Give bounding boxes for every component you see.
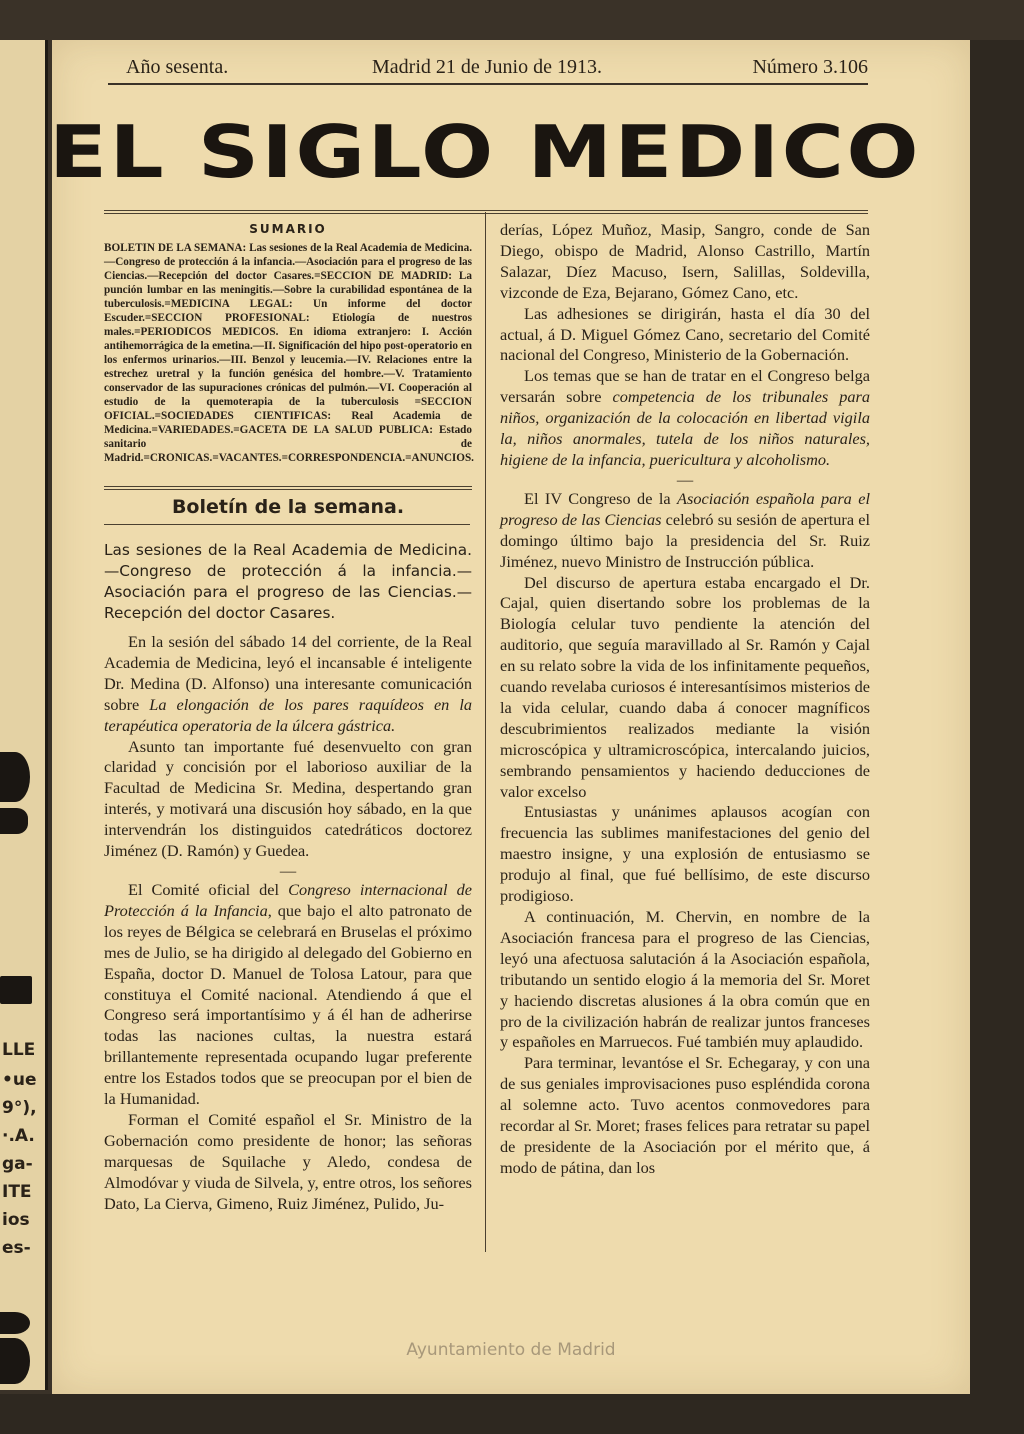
paragraph: Para terminar, levantóse el Sr. Echegaray, y con una de sus geniales improvisaciones puso espléndida corona al solemne acto. Tuvo acentos conmovedores para recordar al Sr. Moret; frases felices para retratar su papel de presidente de la Asociación por el mérito que, á modo de pátina, dan los [500,1053,870,1177]
paragraph: derías, López Muñoz, Masip, Sangro, conde de San Diego, obispo de Madrid, Alonso Castrillo, Martín Salazar, Díez Macuso, Isern, Salillas, Soldevilla, vizconde de Eza, Bejarano, Gómez Cano, etc. [500,220,870,302]
paragraph [500,366,870,471]
paragraph: Las adhesiones se dirigirán, hasta el día 30 del actual, á D. Miguel Gómez Cano, secretario del Comité nacional del Congreso, Ministerio de la Gobernación. [500,303,870,365]
margin-fragment: ITE [2,1182,32,1202]
ink-blob [0,976,32,1004]
issue-number: Número 3.106 [752,56,868,78]
text-run: Los temas que se han de tratar en el Congreso belga versarán sobre [500,366,870,407]
right-column-body [500,220,870,1179]
margin-fragment: ios [2,1210,30,1230]
paragraph: Forman el Comité español el Sr. Ministro de la Gobernación como presidente de honor; las señoras marquesas de Squilache y Aledo, condesa de Almodóvar y viuda de Silvela, y, entre otros, los señores Dato, La Cierva, Gimeno, Ruiz Jiménez, Pulido, Ju- [104,1109,472,1213]
issue-year: Año sesenta. [126,56,229,78]
paragraph: A continuación, M. Chervin, en nombre de la Asociación francesa para el progreso de las Ciencias, leyó una afectuosa salutación á la Asociación española, tributando un sentido elogio á la memoria del Sr. Moret y haciendo discretas alusiones á la obra común que en pro de la civilización habrán de realizar juntos franceses y españoles en Marruecos. Fué también muy aplaudido. [500,907,870,1052]
text-run: celebró su sesión de apertura el domingo último bajo la presidencia del Sr. Ruiz Jiménez, nuevo Ministro de Instrucción pública. [500,509,870,571]
margin-fragment: LLE [2,1040,36,1060]
archive-watermark: Ayuntamiento de Madrid [406,1340,616,1360]
separator-dash: — [676,469,694,489]
masthead-double-rule [104,210,868,214]
scan-border-right [970,40,1024,1434]
text-run: En la sesión del sábado 14 del corriente, de la Real Academia de Medicina, leyó el incansable é inteligente Dr. Medina (D. Alfonso) una interesante comunicación sobre [104,632,472,714]
ink-blob [0,808,28,834]
text-run: El Comité oficial del [128,879,289,899]
section-lead [104,540,472,624]
sumario-text: BOLETIN DE LA SEMANA: Las sesiones de la Real Academia de Medicina.—Congreso de protección á la infancia.—Asociación para el progreso de las Ciencias.—Recepción del doctor Casares.=SECCION DE MADRID: La punción lumbar en las meningitis.—Sobre la curabilidad espontánea de la tuberculosis.=MEDICINA LEGAL: Un informe del doctor Escuder.=SECCION PROFESIONAL: Etiología de nuestros males.=PERIODICOS MEDICOS. En idioma extranjero: I. Acción antihemorrágica de la emetina.—II. Significación del hipo post-operatorio en los enfermos urinarios.—III. Benzol y leucemia.—IV. Relaciones entre la estrechez uretral y la función genésica del hombre.—V. Tratamiento conservador de las supuraciones crónicas del pulmón.—VI. Cooperación al estudio de la quemoterapia de la tuberculosis =SECCION OFICIAL.=SOCIEDADES CIENTIFICAS: Real Academia de Medicina.=VARIEDADES.=GACETA DE LA SALUD PUBLICA: Estado sanitario de Madrid.=CRONICAS.=VACANTES.=CORRESPONDENCIA.=ANUNCIOS. [104,242,474,464]
margin-fragment: ·.A. [2,1126,35,1146]
adjacent-page-strip [0,40,48,1390]
paragraph [104,632,472,737]
header-rule [108,83,868,85]
lead-text: Las sesiones de la Real Academia de Medicina.—Congreso de protección á la infancia.—Asociación para el progreso de las Ciencias.—Recepción del doctor Casares. [104,541,472,622]
italic-run: Asociación española para el progreso de las Ciencias [500,488,870,529]
italic-run: La elongación de los pares raquídeos en la terapéutica operatoria de la úlcera gástrica. [104,694,472,735]
text-run: El IV Congreso de la [524,488,678,508]
issue-date: Madrid 21 de Junio de 1913. [372,56,602,78]
margin-fragment: 9°), [2,1098,37,1118]
masthead-title: EL SIGLO MEDICO [49,110,921,194]
margin-fragment: es- [2,1238,31,1258]
scan-border-bottom [0,1394,1024,1434]
sumario-title: SUMARIO [249,222,327,236]
column-divider [485,212,486,1252]
section-title: Boletín de la semana. [171,496,405,518]
paragraph [500,489,870,573]
paragraph: Entusiastas y unánimes aplausos acogían con frecuencia las sublimes manifestaciones del genio del maestro insigne, y una explosión de entusiasmo se produjo al final, que fué bellísimo, de este discurso prodigioso. [500,802,870,906]
margin-fragment: •ue [2,1070,37,1090]
ink-blob [0,1338,30,1384]
issue-header [126,56,868,86]
ink-blob [0,752,30,802]
paragraph [104,880,472,1110]
sumario-double-rule [104,486,472,490]
text-run: , que bajo el alto patronato de los reyes de Bélgica se celebrará en Bruselas el próximo mes de Julio, se ha dirigido al delegado del Gobierno en España, doctor D. Manuel de Tolosa Latour, para que constituya el Comité nacional. Atendiendo á que el Congreso será importantísimo y á él han de adherirse todas las naciones cultas, la nuestra estará brillantemente representada ocupando lugar preferente entre los Estados todos que se preocupan por el bien de la Humanidad. [104,900,472,1109]
paragraph: Del discurso de apertura estaba encargado el Dr. Cajal, quien disertando sobre los problemas de la Biología celular tuvo pendiente la atención del auditorio, que seguía maravillado al Sr. Ramón y Cajal en su relato sobre la vida de los infinitamente pequeños, cuando revelaba curiosos é interesantísimos misterios de la vida celular, cuando daba á conocer magníficos descubrimientos realizados mediante la visión microscópica y ultramicroscópica, intercalando juicios, sembrando pensamientos y haciendo deducciones de valor excelso [500,572,870,801]
italic-run: Congreso internacional de Protección á la Infancia [104,879,473,920]
ink-blob [0,1312,30,1334]
margin-fragment: ga- [2,1154,33,1174]
section-rule [104,524,470,525]
separator-dash: — [279,860,297,880]
italic-run: competencia de los tribunales para niños, organización de la colocación en libertad vigila la, niños anormales, tutela de los niños naturales, higiene de la infancia, puericultura y alcoholismo. [500,387,871,469]
paragraph: Asunto tan importante fué desenvuelto con gran claridad y concisión por el laborioso auxiliar de la Facultad de Medicina Sr. Medina, despertando gran interés, y motivará una discusión hoy sábado, en la que intervendrán los distinguidos catedráticos doctorez Jiménez (D. Ramón) y Guedea. [104,736,472,861]
left-column-body [104,632,472,1214]
